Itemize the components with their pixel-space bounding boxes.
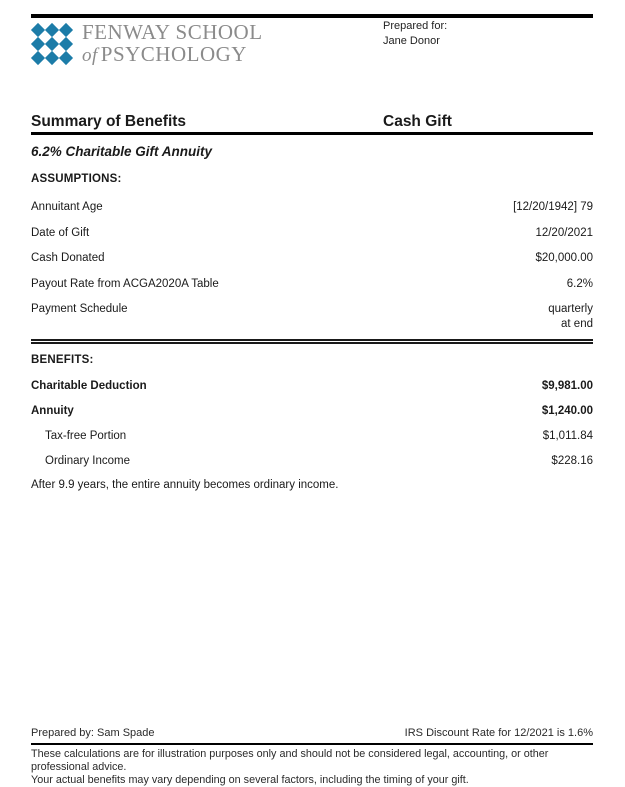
document-page <box>0 14 625 786</box>
footer-rule <box>31 743 593 745</box>
prepared-for-label: Prepared for: <box>383 20 448 32</box>
logo-diamond-icon <box>59 23 73 37</box>
benefit-value: $1,240.00 <box>541 404 593 417</box>
logo-diamond-icon <box>59 51 73 65</box>
prepared-for-name: Jane Donor <box>383 35 440 47</box>
logo-line2-rest: PSYCHOLOGY <box>100 42 247 66</box>
benefit-value: $9,981.00 <box>541 379 593 392</box>
header-top-rule <box>31 14 593 18</box>
logo-line1: FENWAY SCHOOL <box>82 20 263 44</box>
prepared-by-text: Prepared by: Sam Spade <box>31 727 155 739</box>
benefit-value: $1,011.84 <box>542 429 593 442</box>
benefit-row <box>31 430 593 442</box>
payment-schedule-timing: at end <box>561 317 593 330</box>
prepared-for-block <box>383 19 447 49</box>
logo-diamond-icon <box>31 51 45 65</box>
logo-diamond-icon <box>31 23 45 37</box>
logo-line2 <box>82 43 263 67</box>
logo-diamond-icon <box>31 37 45 51</box>
benefit-row <box>31 405 593 417</box>
benefit-label: Annuity <box>31 404 74 417</box>
gift-type-title: Cash Gift <box>383 113 452 130</box>
benefit-row <box>31 380 593 392</box>
assumption-value: $20,000.00 <box>535 252 593 264</box>
page-header <box>31 21 593 68</box>
title-row <box>31 113 593 135</box>
logo-diamond-icon <box>45 37 59 51</box>
assumption-value: 12/20/2021 <box>535 226 593 239</box>
footer-info-row <box>31 727 593 740</box>
logo-diamond-grid-icon <box>31 23 73 65</box>
assumption-label: Payment Schedule <box>31 303 128 315</box>
benefit-row <box>31 455 593 467</box>
assumption-value: 6.2% <box>566 277 593 290</box>
assumption-row <box>31 303 593 330</box>
benefit-label: Tax-free Portion <box>45 429 127 442</box>
assumption-label: Cash Donated <box>31 252 105 264</box>
assumption-label: Date of Gift <box>31 226 90 239</box>
irs-discount-rate-text: IRS Discount Rate for 12/2021 is 1.6% <box>404 727 593 739</box>
benefits-heading: BENEFITS: <box>31 353 94 366</box>
payment-schedule-frequency: quarterly <box>548 303 593 315</box>
benefits-divider-rule <box>31 339 593 344</box>
annuity-subtitle: 6.2% Charitable Gift Annuity <box>31 144 213 159</box>
assumption-row <box>31 227 593 239</box>
logo-of-word: of <box>82 45 98 66</box>
logo-diamond-icon <box>45 51 59 65</box>
assumption-row <box>31 201 593 213</box>
benefit-label: Charitable Deduction <box>31 379 147 392</box>
benefit-label: Ordinary Income <box>45 454 131 467</box>
assumption-value <box>548 303 593 330</box>
assumptions-heading: ASSUMPTIONS: <box>31 173 122 185</box>
assumption-label: Annuitant Age <box>31 201 103 213</box>
assumption-row <box>31 278 593 290</box>
disclaimer-text <box>31 748 593 787</box>
assumption-value: [12/20/1942] 79 <box>513 201 593 213</box>
logo-diamond-icon <box>59 37 73 51</box>
assumption-row <box>31 252 593 264</box>
disclaimer-line1: These calculations are for illustration purposes only and should not be considered legal, accounting, or other professional advice. <box>31 748 549 773</box>
logo-diamond-icon <box>45 23 59 37</box>
logo-wordmark <box>82 21 263 67</box>
annuity-note: After 9.9 years, the entire annuity becomes ordinary income. <box>31 478 339 491</box>
benefit-value: $228.16 <box>551 454 593 467</box>
page-footer <box>31 727 593 787</box>
page-title: Summary of Benefits <box>31 113 187 130</box>
assumption-label: Payout Rate from ACGA2020A Table <box>31 277 219 290</box>
disclaimer-line2: Your actual benefits may vary depending on several factors, including the timing of your gift. <box>31 774 469 786</box>
